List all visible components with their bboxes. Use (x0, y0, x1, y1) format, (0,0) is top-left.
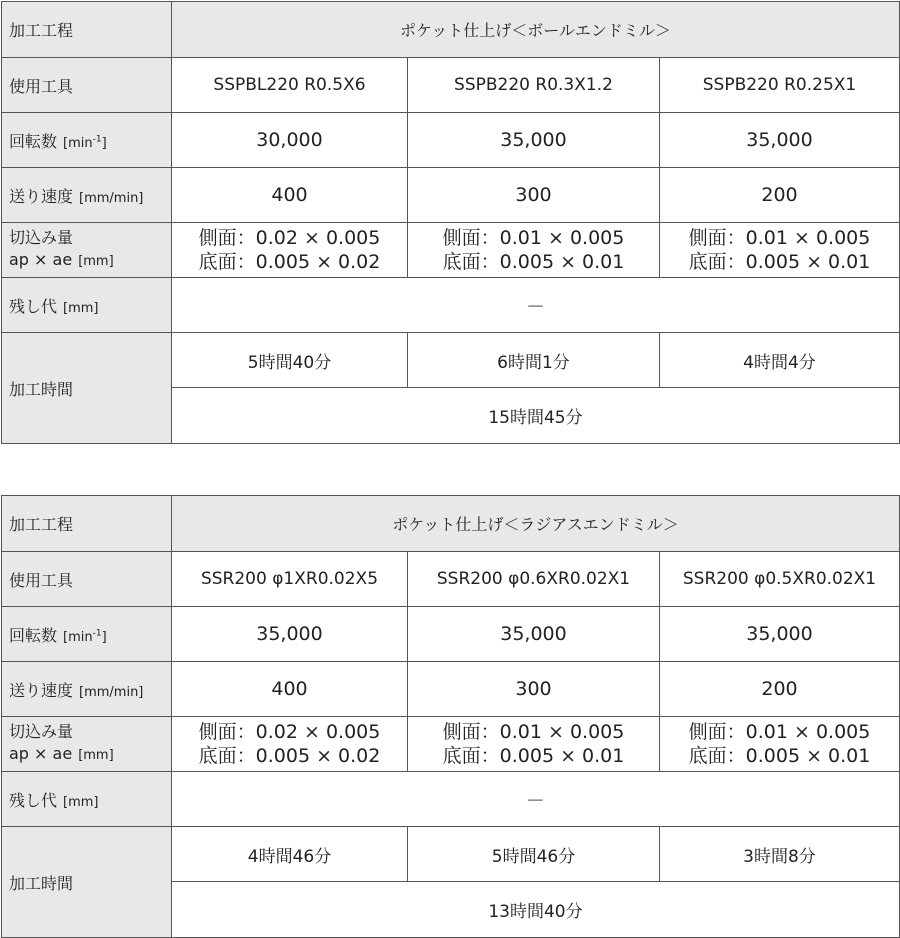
tool-cell: SSR200 φ0.5XR0.02X1 (660, 552, 900, 607)
cut-side: 側面：0.02 × 0.005 (198, 227, 381, 249)
tool-cell: SSR200 φ0.6XR0.02X1 (408, 552, 660, 607)
feed-cell: 400 (172, 662, 408, 717)
time-cell: 6時間1分 (408, 333, 660, 388)
cut-label: 切込み量 (9, 722, 74, 741)
cut-cell (408, 717, 660, 772)
cut-label-cell (2, 717, 172, 772)
cut-cell (660, 223, 900, 278)
cut-side: 側面：0.01 × 0.005 (688, 721, 871, 743)
feed-cell: 400 (172, 168, 408, 223)
rpm-unit: $[\min^{-1}]$ (63, 134, 107, 151)
stock-value: － (172, 772, 900, 827)
feed-unit: [mm/min] (79, 190, 144, 206)
feed-cell: 200 (660, 662, 900, 717)
feed-label-cell (2, 168, 172, 223)
tool-cell: SSPB220 R0.25X1 (660, 58, 900, 113)
time-label: 加工時間 (2, 333, 172, 444)
rpm-label: 回転数 (9, 625, 58, 645)
machining-table-ball-endmill (1, 1, 900, 444)
stock-label: 残し代 (9, 790, 58, 810)
stock-unit: [mm] (63, 794, 99, 810)
cut-cell (172, 717, 408, 772)
cut-bottom: 底面：0.005 × 0.02 (198, 745, 381, 767)
rpm-unit: $[\min^{-1}]$ (63, 628, 107, 645)
feed-label: 送り速度 (9, 186, 74, 206)
time-cell: 4時間46分 (172, 827, 408, 882)
cut-label-ap-ae: ap × ae (9, 744, 73, 763)
cut-unit: [mm] (78, 254, 114, 269)
rpm-cell: 35,000 (660, 113, 900, 168)
cut-side: 側面：0.01 × 0.005 (442, 227, 625, 249)
cut-side: 側面：0.01 × 0.005 (688, 227, 871, 249)
cut-unit: [mm] (78, 748, 114, 763)
process-value: ポケット仕上げ＜ラジアスエンドミル＞ (172, 496, 900, 552)
cut-bottom: 底面：0.005 × 0.01 (442, 745, 625, 767)
time-cell: 4時間4分 (660, 333, 900, 388)
feed-cell: 300 (408, 662, 660, 717)
feed-label: 送り速度 (9, 680, 74, 700)
stock-label-cell (2, 772, 172, 827)
cut-bottom: 底面：0.005 × 0.01 (442, 251, 625, 273)
cut-side: 側面：0.02 × 0.005 (198, 721, 381, 743)
cut-cell (172, 223, 408, 278)
tool-cell: SSPB220 R0.3X1.2 (408, 58, 660, 113)
rpm-cell: 35,000 (660, 607, 900, 662)
rpm-label: 回転数 (9, 131, 58, 151)
tool-cell: SSR200 φ1XR0.02X5 (172, 552, 408, 607)
cut-cell (408, 223, 660, 278)
stock-unit: [mm] (63, 300, 99, 316)
feed-label-cell (2, 662, 172, 717)
time-total: 15時間45分 (172, 388, 900, 444)
time-total: 13時間40分 (172, 882, 900, 938)
time-cell: 3時間8分 (660, 827, 900, 882)
rpm-label-cell (2, 607, 172, 662)
stock-label: 残し代 (9, 296, 58, 316)
tool-cell: SSPBL220 R0.5X6 (172, 58, 408, 113)
cut-cell (660, 717, 900, 772)
time-label: 加工時間 (2, 827, 172, 938)
cut-side: 側面：0.01 × 0.005 (442, 721, 625, 743)
tool-label: 使用工具 (2, 552, 172, 607)
stock-value: － (172, 278, 900, 333)
rpm-cell: 30,000 (172, 113, 408, 168)
rpm-cell: 35,000 (172, 607, 408, 662)
feed-cell: 300 (408, 168, 660, 223)
process-label: 加工工程 (2, 496, 172, 552)
tool-label: 使用工具 (2, 58, 172, 113)
rpm-label-cell (2, 113, 172, 168)
rpm-cell: 35,000 (408, 607, 660, 662)
time-cell: 5時間40分 (172, 333, 408, 388)
time-cell: 5時間46分 (408, 827, 660, 882)
cut-label-ap-ae: ap × ae (9, 250, 73, 269)
feed-unit: [mm/min] (79, 684, 144, 700)
rpm-cell: 35,000 (408, 113, 660, 168)
stock-label-cell (2, 278, 172, 333)
machining-table-radius-endmill (1, 495, 900, 938)
cut-label: 切込み量 (9, 228, 74, 247)
feed-cell: 200 (660, 168, 900, 223)
cut-bottom: 底面：0.005 × 0.01 (688, 745, 871, 767)
cut-label-cell (2, 223, 172, 278)
cut-bottom: 底面：0.005 × 0.01 (688, 251, 871, 273)
process-label: 加工工程 (2, 2, 172, 58)
process-value: ポケット仕上げ＜ボールエンドミル＞ (172, 2, 900, 58)
cut-bottom: 底面：0.005 × 0.02 (198, 251, 381, 273)
